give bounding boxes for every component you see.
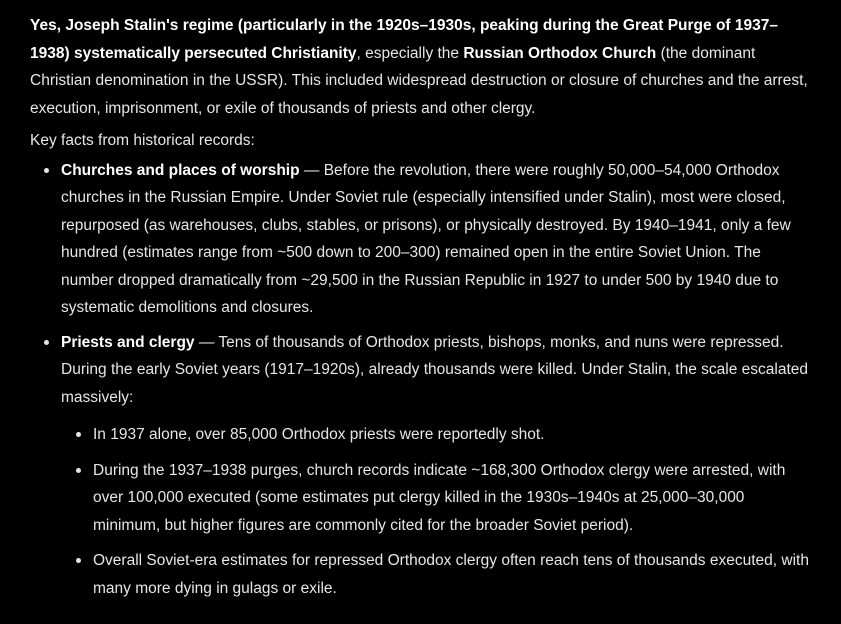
intro-bold-church: Russian Orthodox Church bbox=[463, 44, 657, 62]
intro-text-b: (the dominant Christian denomination in the USSR). This included widespread destruction or closure of churches and the arrest, execution, imprisonment, or exile of thousands of priests and other clergy. bbox=[30, 44, 808, 117]
sub-list-item: During the 1937–1938 purges, church records indicate ~168,300 Orthodox clergy were arrested, with over 100,000 executed (some estimates put clergy killed in the 1930s–1940s at 25,000–30,000 minimum, but higher figures are commonly cited for the broader Soviet period). bbox=[61, 457, 815, 540]
key-facts-list bbox=[30, 157, 815, 603]
sub-list-item: Overall Soviet-era estimates for repressed Orthodox clergy often reach tens of thousands executed, with many more dying in gulags or exile. bbox=[61, 547, 815, 602]
bullet-title: Priests and clergy bbox=[61, 333, 195, 351]
sub-list-item: In 1937 alone, over 85,000 Orthodox priests were reportedly shot. bbox=[61, 421, 815, 449]
bullet-title: Churches and places of worship bbox=[61, 161, 300, 179]
list-item-churches bbox=[30, 157, 815, 322]
bullet-text: — Before the revolution, there were roughly 50,000–54,000 Orthodox churches in the Russian Empire. Under Soviet rule (especially intensified under Stalin), most were closed, repurposed (as warehouses, clubs, stables, or prisons), or physically destroyed. By 1940–1941, only a few hundred (estimates range from ~500 down to 200–300) remained open in the entire Soviet Union. The number dropped dramatically from ~29,500 in the Russian Republic in 1927 to under 500 by 1940 due to systematic demolitions and closures. bbox=[61, 161, 791, 316]
intro-paragraph bbox=[30, 12, 815, 122]
intro-text-a: , especially the bbox=[356, 44, 464, 62]
clergy-sub-list bbox=[61, 421, 815, 602]
bullet-text: — Tens of thousands of Orthodox priests, bishops, monks, and nuns were repressed. During the early Soviet years (1917–1920s), already thousands were killed. Under Stalin, the scale escalated massively: bbox=[61, 333, 809, 406]
intro-bold-lead: Yes, Joseph Stalin's regime (particularly in the 1920s–1930s, peaking during the Great Purge of 1937–1938) systematically persecuted Christianity bbox=[30, 17, 778, 62]
key-facts-label: Key facts from historical records: bbox=[30, 132, 255, 149]
list-item-clergy bbox=[30, 329, 815, 603]
